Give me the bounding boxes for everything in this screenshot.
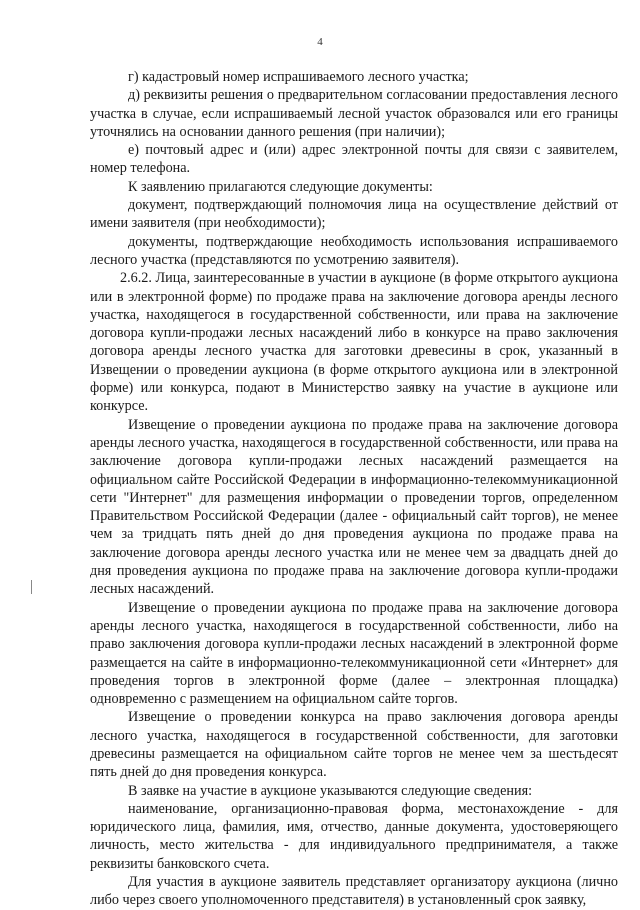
paragraph-decision-details: д) реквизиты решения о предварительном согласовании предоставления лесного участка в случае, если испрашиваемый лесной участок образовался или его границы уточнялись на основании данного решения (при наличии); (90, 87, 618, 140)
paragraph-application-details: В заявке на участие в аукционе указываются следующие сведения: (128, 782, 533, 799)
paragraph-auction-notice: Извещение о проведении аукциона по продаже права на заключение договора аренды лесного участка, находящегося в государственной собственности, или права на заключение договора купли-продажи лесных насаждений размещается на официальном сайте Российской Федерации в информационно-телекоммуникационной сети "Интернет" для размещения информации о проведении торгов, определенном Правительством Российской Федерации (далее - официальный сайт торгов), не менее чем за тридцать пять дней до дня проведения аукциона по продаже права на заключение договора аренды лесного участка или не менее чем за двадцать дней до дня проведения аукциона по продаже права на заключение договора купли-продажи лесных насаждений. (90, 416, 618, 598)
paragraph-electronic-auction-notice: Извещение о проведении аукциона по продаже права на заключение договора аренды лесного участка, находящегося в государственной собственности, либо на право заключения договора купли-продажи лесных насаждений в электронной форме размещается на сайте в информационно-телекоммуникационной сети «Интернет» для проведения торгов в электронной форме (далее – электронная площадка) одновременно с размещением на официальном сайте торгов. (90, 599, 618, 708)
paragraph-necessity-documents: документы, подтверждающие необходимость использования испрашиваемого лесного участка (представляются по усмотрению заявителя). (90, 233, 618, 268)
document-body (90, 68, 618, 910)
page-number: 4 (317, 36, 323, 48)
paragraph-contact-address: е) почтовый адрес и (или) адрес электронной почты для связи с заявителем, номер телефона. (90, 142, 618, 177)
margin-mark (31, 580, 32, 594)
paragraph-cadastral-number: г) кадастровый номер испрашиваемого лесного участка; (128, 69, 469, 85)
paragraph-participation: Для участия в аукционе заявитель представляет организатору аукциона (лично либо через своего уполномоченного представителя) в установленный срок заявку, (90, 874, 618, 909)
paragraph-section-2-6-2: 2.6.2. Лица, заинтересованные в участии в аукционе (в форме открытого аукциона или в электронной форме) по продаже права на заключение договора аренды лесного участка, находящегося в государственной собственности, или права на заключение договора купли-продажи лесных насаждений либо в конкурсе на право заключения договора аренды лесного участка для заготовки древесины в срок, указанный в Извещении о проведении аукциона (в форме открытого аукциона или в электронной форме) или конкурса, подают в Министерство заявку на участие в аукционе или конкурсе. (90, 270, 618, 415)
paragraph-authority-document: документ, подтверждающий полномочия лица на осуществление действий от имени заявителя (при необходимости); (90, 197, 618, 232)
paragraph-applicant-info: наименование, организационно-правовая форма, местонахождение - для юридического лица, фамилия, имя, отчество, данные документа, удостоверяющего личность, место жительства - для индивидуального предпринимателя, а также реквизиты банковского счета. (90, 800, 618, 872)
paragraph-contest-notice: Извещение о проведении конкурса на право заключения договора аренды лесного участка, находящегося в государственной собственности, для заготовки древесины размещается на официальном сайте торгов не менее чем за шестьдесят пять дней до дня проведения конкурса. (90, 709, 618, 781)
paragraph-attached-documents: К заявлению прилагаются следующие документы: (128, 178, 433, 195)
